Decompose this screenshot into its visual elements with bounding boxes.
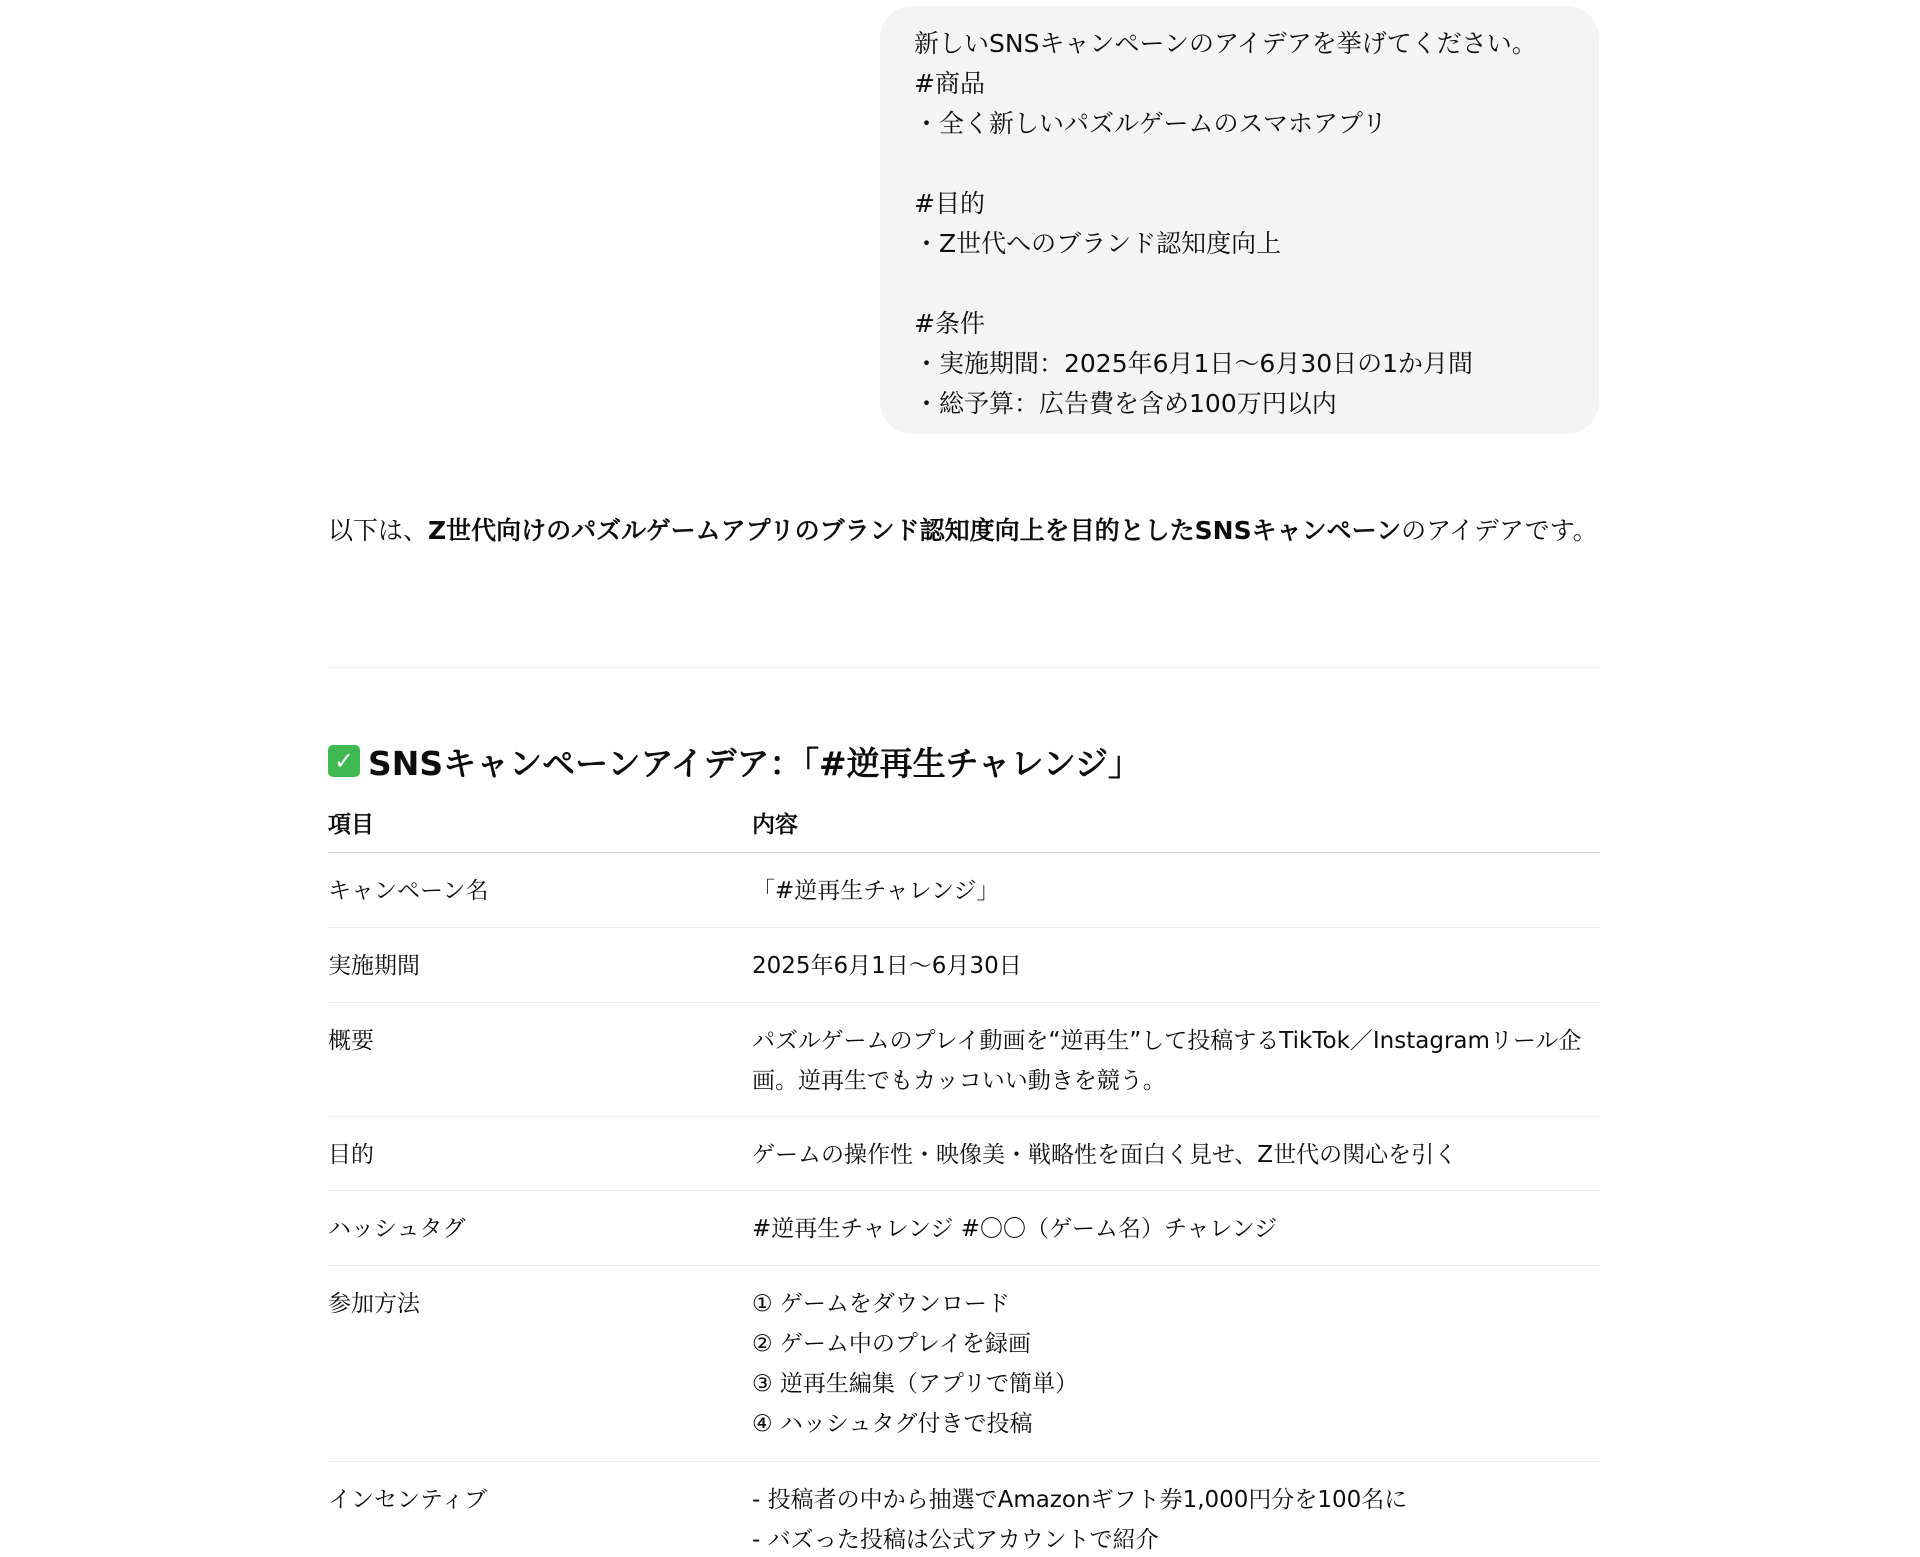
user-message-line: #商品 <box>914 69 985 98</box>
user-message-line <box>914 144 1567 184</box>
row-label: ハッシュタグ <box>328 1216 466 1242</box>
table-row <box>328 1266 1600 1462</box>
row-content-line: ① ゲームをダウンロード <box>752 1291 1010 1317</box>
user-message-line: ・実施期間：2025年6月1日〜6月30日の1か月間 <box>914 349 1474 378</box>
row-content-line: 「#逆再生チャレンジ」 <box>752 878 1000 904</box>
user-message-line: #条件 <box>914 309 985 338</box>
user-message-line: ・全く新しいパズルゲームのスマホアプリ <box>914 109 1388 138</box>
row-content-line: #逆再生チャレンジ #〇〇（ゲーム名）チャレンジ <box>752 1216 1278 1242</box>
row-content <box>752 946 1600 986</box>
row-content <box>752 1284 1600 1444</box>
table-row <box>328 1117 1600 1191</box>
table-row <box>328 1462 1600 1557</box>
campaign-heading-text: SNSキャンペーンアイデア：「#逆再生チャレンジ」 <box>368 743 1142 783</box>
intro-suffix: のアイデアです。 <box>1401 516 1598 545</box>
check-mark-button-icon: ✓ <box>328 745 360 777</box>
row-label: 参加方法 <box>328 1291 420 1317</box>
user-message-line: ・総予算：広告費を含め100万円以内 <box>914 389 1337 418</box>
table-header-item: 項目 <box>328 812 374 838</box>
row-content <box>752 871 1600 911</box>
user-message-line: 新しいSNSキャンペーンのアイデアを挙げてください。 <box>914 29 1537 58</box>
user-message-line: #目的 <box>914 189 985 218</box>
row-label: キャンペーン名 <box>328 878 489 904</box>
row-content-line: 2025年6月1日〜6月30日 <box>752 953 1022 979</box>
row-content-line: 画。逆再生でもカッコいい動きを競う。 <box>752 1068 1166 1094</box>
row-content <box>752 1209 1600 1249</box>
response-intro <box>328 508 1600 553</box>
row-label: 実施期間 <box>328 953 420 979</box>
table-header <box>328 806 1600 853</box>
row-content-line: - 投稿者の中から抽選でAmazonギフト券1,000円分を100名に <box>752 1487 1408 1513</box>
row-content <box>752 1021 1600 1101</box>
row-label: 概要 <box>328 1028 374 1054</box>
row-label: 目的 <box>328 1142 374 1168</box>
table-row <box>328 928 1600 1003</box>
row-content-line: ④ ハッシュタグ付きで投稿 <box>752 1411 1033 1437</box>
user-message-line: ・Z世代へのブランド認知度向上 <box>914 229 1282 258</box>
section-divider <box>328 667 1600 668</box>
table-row <box>328 1003 1600 1117</box>
row-content <box>752 1135 1600 1175</box>
row-content-line: - バズった投稿は公式アカウントで紹介 <box>752 1527 1159 1553</box>
row-content-line: パズルゲームのプレイ動画を“逆再生”して投稿するTikTok／Instagramリール企 <box>752 1028 1582 1054</box>
row-content <box>752 1480 1600 1557</box>
user-message-line <box>914 264 1567 304</box>
table-header-content: 内容 <box>752 812 798 838</box>
campaign-table <box>328 806 1600 1557</box>
campaign-heading <box>328 738 1141 784</box>
row-content-line: ゲームの操作性・映像美・戦略性を面白く見せ、Z世代の関心を引く <box>752 1142 1458 1168</box>
row-content-line: ② ゲーム中のプレイを録画 <box>752 1331 1031 1357</box>
row-content-line: ③ 逆再生編集（アプリで簡単） <box>752 1371 1079 1397</box>
user-message-bubble <box>880 6 1599 434</box>
table-row <box>328 1191 1600 1266</box>
intro-prefix: 以下は、 <box>328 516 429 545</box>
row-label: インセンティブ <box>328 1487 488 1513</box>
table-row <box>328 853 1600 928</box>
intro-bold: Z世代向けのパズルゲームアプリのブランド認知度向上を目的としたSNSキャンペーン <box>428 516 1402 545</box>
